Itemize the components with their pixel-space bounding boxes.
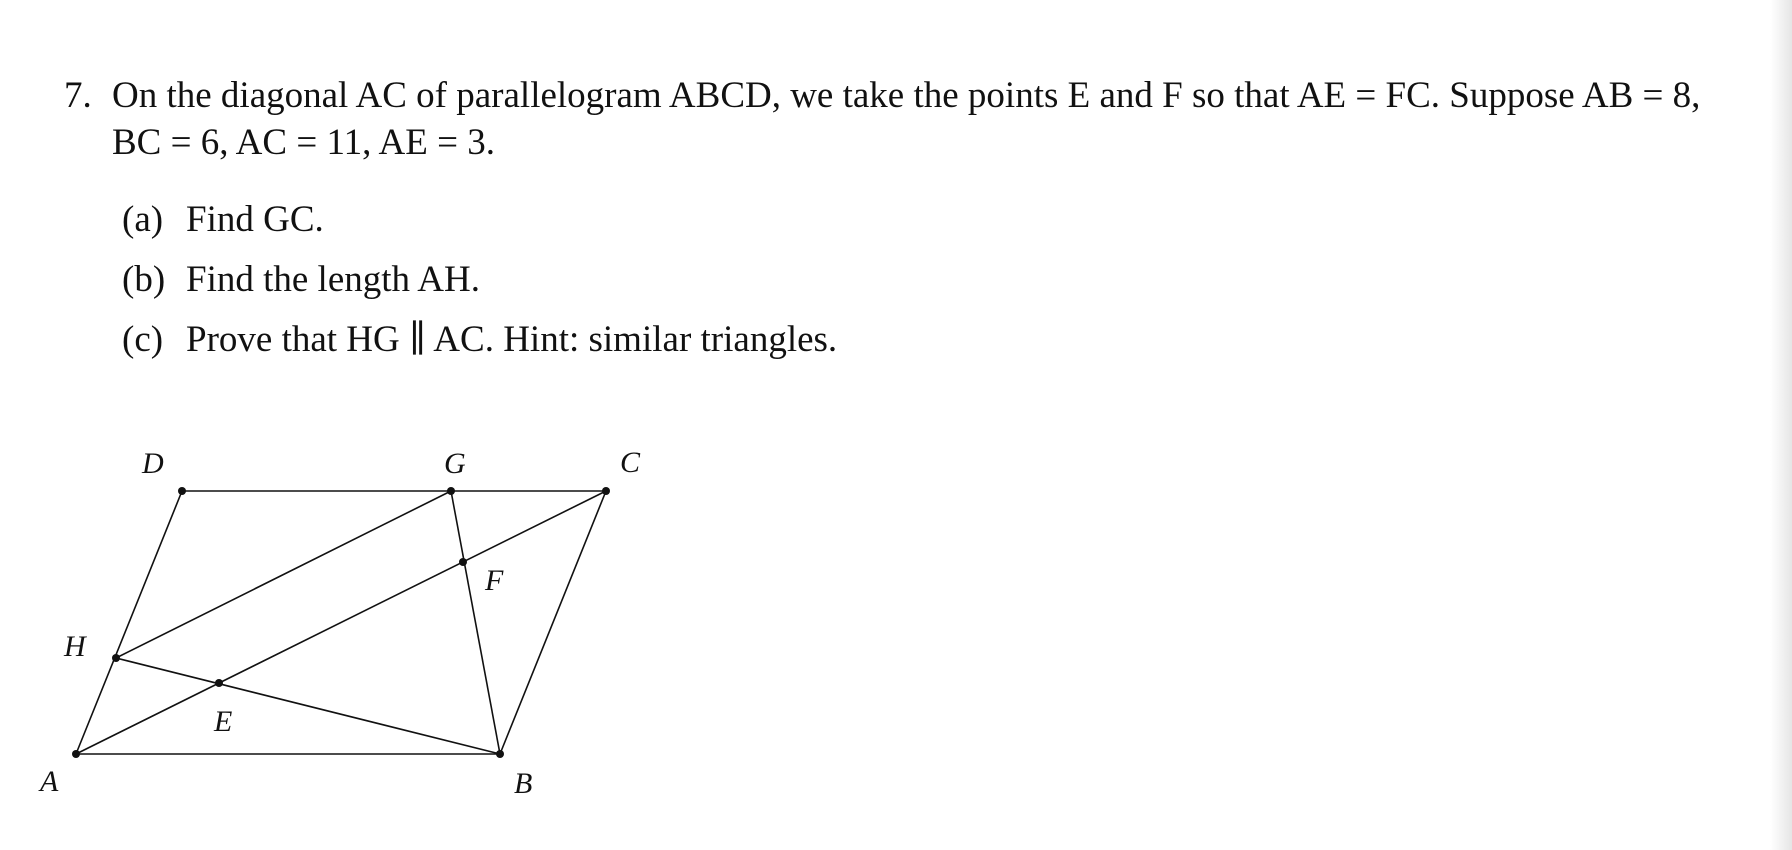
label-D: D	[142, 447, 164, 480]
segment-HG	[116, 491, 451, 658]
label-F: F	[485, 564, 504, 597]
statement-line-2: BC = 6, AC = 11, AE = 3.	[112, 122, 495, 163]
point-C	[602, 487, 610, 495]
label-A: A	[40, 765, 59, 798]
point-G	[447, 487, 455, 495]
part-c	[122, 310, 1784, 370]
part-a-label: (a)	[122, 199, 164, 240]
part-b	[122, 250, 1784, 310]
part-b-label: (b)	[122, 259, 166, 300]
point-F	[459, 558, 467, 566]
point-D	[178, 487, 186, 495]
point-B	[496, 750, 504, 758]
label-C: C	[620, 446, 641, 479]
segment-BC	[500, 491, 606, 754]
label-H: H	[64, 630, 86, 663]
segment-GB	[451, 491, 500, 754]
point-H	[112, 654, 120, 662]
part-c-label: (c)	[122, 319, 164, 360]
problem-number: 7.	[64, 75, 92, 116]
segment-DA	[76, 491, 182, 754]
label-E: E	[214, 705, 233, 738]
problem-7	[64, 72, 1784, 370]
label-G: G	[444, 447, 466, 480]
part-a-text: Find GC.	[186, 199, 324, 240]
statement-line-1: On the diagonal AC of parallelogram ABCD, we take the points E and F so that AE = FC. Suppose AB = 8,	[112, 75, 1701, 116]
part-b-text: Find the length AH.	[186, 259, 480, 300]
problem-parts	[64, 190, 1784, 370]
part-c-text: Prove that HG ∥ AC. Hint: similar triangles.	[186, 319, 838, 360]
part-a	[122, 190, 1784, 250]
label-B: B	[514, 767, 533, 800]
problem-statement	[64, 72, 1784, 166]
point-A	[72, 750, 80, 758]
point-E	[215, 679, 223, 687]
parallelogram-figure	[30, 432, 650, 817]
figure-svg	[30, 432, 650, 812]
